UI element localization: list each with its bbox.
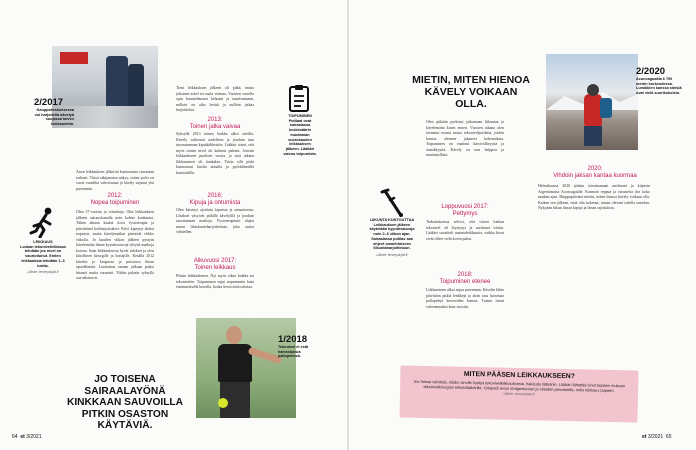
col2-text: Tieni leikkauksen jälkeen oli pitkä, mutta jokainen askel toi uutta voimaa. Vuosien varrella opin kuuntelemaan kehoani ja tunnistamaan, milloin on aika levätä ja milloin jatkaa harjoittelua. xyxy=(176,86,254,112)
text-2016: Olen kärsinyt ajoittain kipuista ja ontumisesta. Lihakset väsyivät pitkillä kävelyillä ja jouduin tauottamaan matkoja. Fysioterapeutti ohjasi minut lihaskuntoharjoitteluun, joka auttoi vähitellen. xyxy=(176,208,254,234)
clipboard-list-icon xyxy=(288,84,310,112)
text-2020: Helmikuussa 2020 pääsin toteuttamaan unelmani ja kiipesin Argentiinassa Aconcagualle. Kannoin reppua ja varusteita itse koko matkan ajan. Huippupäivänä mietin, miten hienoa kävely voikaan olla. Kaiken sen jälkeen, mitä olin kokenut, tunsin olevani todella onnekas. Nykyään liikun ilman kipuja ja ilman rajoituksia. xyxy=(538,184,650,210)
heading-2018: 2018: Toipuminen etenee xyxy=(439,272,491,285)
heading-2020: 2020: Vihdoin jaksan kantaa kuormaa xyxy=(553,166,637,179)
infobox-title: MITEN PÄÄSEN LEIKKAUKSEEN? xyxy=(463,370,575,381)
side3-source: Lähde: terveyskylä.fi xyxy=(376,252,408,257)
text-2017-alku: Pääsin leikkaukseen. Nyt myös oikea lonkka sai tekonivelen. Toipuminen sujui nopeammin kuin ensimmäisellä kerralla, koska tiesin mitä odottaa. xyxy=(176,274,254,289)
issue-left: 3/2021 xyxy=(26,434,42,440)
heading-2013: 2013: Toinen jalka vaivaa xyxy=(189,117,241,130)
heading-2012: 2012: Nopea toipuminen xyxy=(90,193,140,206)
side1-text: Lonkan tekonivelleikkaus tehdään jos nivel on vaurioitunut. Eniten leikkauksia tehdään 1–3 tuntia. xyxy=(20,244,67,268)
side3-title: LIIKUNTA KUNTOUTTAA xyxy=(369,218,415,222)
photo-mountain xyxy=(546,54,638,150)
text-2017-loppu: Tarkastuksessa selvisi, että toisen lonkan tekonivel oli löystynyt ja asettunut väärin. Lääkäri suositteli uusintaleikkausta, vaikka kivut eivät olleet vielä kovin pahat. xyxy=(426,220,504,241)
photo-backpack xyxy=(600,98,612,118)
photo-ball xyxy=(218,398,228,408)
side-info-leikkaus xyxy=(20,240,66,274)
photo3-year: 2/2020 xyxy=(636,66,666,77)
photo1-caption: Kauppakeskuksessa voi harjoitella kävelyä suojassa talven liukkaudelta. xyxy=(34,108,74,126)
intro-text: Anon leikkauksen jälkeistä kuntoutusta seurataan tarkasti. Tässä aikajanassa näkyy, miten polvi on vuosi vuodelta vahvistunut ja kävely sujunut yhä paremmin. xyxy=(76,170,154,191)
page-number-left: 64 xyxy=(12,434,18,440)
heading-2017-loppu: Loppuvuosi 2017: Pettymys xyxy=(441,204,489,217)
mag-name-left: et xyxy=(20,434,25,440)
text-2018: Liikkuminen alkoi sujua paremmin. Kävelin lähes päivittäin pitkiä lenkkejä ja aloin taas harrastaa pallopelejä kavereiden kanssa. Tunsin itseni vahvemmaksi kuin vuosiin. xyxy=(426,288,504,309)
photo2-caption-block xyxy=(278,334,320,359)
heading-2016: 2016: Kipuja ja ontumista xyxy=(189,193,241,206)
photo2-year: 1/2018 xyxy=(278,334,308,345)
infobox-source: Lähde: terveyskylä.fi xyxy=(503,391,535,397)
page-number-right: 65 xyxy=(665,434,672,440)
infobox-text: Jos haluat selvittää, olisiko sinulle hyötyä tekonivelleikkauksesta, hakeudu lääkäriin. Lääkäri lähettää sinut tarpeen mukaan tekonivelkirurgian erikoislääkärille. Ortopedi arvioi röntgenkuvien ja oireiden perusteella, onko leikkaus tarpeen. xyxy=(413,378,625,394)
side1-title: LEIKKAUS xyxy=(33,240,53,244)
heading-2017-alku: Alkuvuosi 2017: Toinen leikkaus xyxy=(193,258,237,271)
photo-climber-head xyxy=(587,84,599,96)
col3-text: Olen pitkään pyrkinyt jatkamaan liikuntaa ja kävelemään kuten ennen. Vuosien aikana olen tavannut monia muita tekonivelpotilaita, joiden kanssa olemme jakaneet kokemuksia. Toipuminen on vaatinut kärsivällisyyttä ja sinnikkyyttä. Kävely on taas helppoa ja nautinnollista. xyxy=(426,120,504,157)
photo-ball-game xyxy=(196,318,296,418)
text-2012: Olen 37-vuotias ja toimittaja. Olin leikkauksen jälkeen sairauslomalla noin kolme kuukautta. Tähän aikaan kuului tiivis fysioterapia ja päivittäiset kotiharjoitukset. Polvi kipeytyi aluksi nopeasti, mutta kävelymatkat pitenivät viikko viikolta. Jo kuuden viikon jälkeen pystyin kävelemään ilman kyynärsauvoja lyhyitä matkoja kotona. Saan leikkauksesta hyvät tulokset ja olen kiitollinen kirurgille ja hoitajille. Kesällä 2012 kävelin jo kaupassa ja puistossa ilman apuvälineitä. Luottamus omaan jalkaan palasi hitaasti mutta varmasti. Töihin palasin syksyllä osa-aikaisesti. xyxy=(76,210,154,280)
pull-quote: JO TOISENA SAIRAALAYÖNÄ KINKKAAN SAUVOILLA PITKIN OSASTON KÄYTÄVIÄ. xyxy=(66,374,184,432)
side2-title: TOIPUMINEN xyxy=(288,114,312,118)
photo3-caption-block xyxy=(636,66,684,95)
photo-player-head xyxy=(226,326,242,344)
photo-climber-legs xyxy=(584,126,602,146)
side1-source: Lähde: terveyskylä.fi xyxy=(27,270,59,275)
infobox xyxy=(399,366,638,423)
walking-person-icon xyxy=(28,206,58,238)
article-title: MIETIN, MITEN HIENOA KÄVELY VOIKAAN OLLA. xyxy=(412,74,530,110)
mag-name-right: et xyxy=(642,434,647,440)
side2-text: Potilaat ovat sairaalassa keskimäärin muutaman vuorokauden leikkauksen jälkeen. Lääkäri valvoo toipumista. xyxy=(283,118,317,156)
side-info-liikunta xyxy=(368,218,416,257)
right-footer xyxy=(642,434,671,440)
left-footer xyxy=(12,434,41,440)
photo2-caption: Tekonivel ei estä harrastuksia pallopelissä. xyxy=(278,345,309,359)
text-2013: Syksyllä 2013 toinen lonkka alkoi oireilla. Kävely vaikeutui uudelleen ja jouduin taas turvautumaan kipulääkkeisiin. Lääkäri totesi, että myös toinen nivel oli kulunut pahasti. Jonotin leikkaukseen puolisen vuotta, ja sinä aikana liikkuminen oli hankalaa. Yritin silti pitää kunnostani huolta uimalla ja pyöräilemällä kuntosalilla. xyxy=(176,132,254,175)
side-info-toipuminen xyxy=(282,114,318,156)
issue-right: 3/2021 xyxy=(647,434,664,440)
crutch-icon xyxy=(378,188,406,218)
photo-player-shirt xyxy=(218,344,252,382)
photo-shop-sign xyxy=(60,52,88,64)
photo1-caption-block xyxy=(34,97,74,126)
photo3-caption: Aconcaguallla 6 700 metrin korkeudessa. Lumikkien kanssa sinisiä ovat vielä suurikokoisia. xyxy=(636,77,682,95)
side3-text: Leikkauksen jälkeen käytetään kyynärsauvoja noin 2–6 viikon ajan. Sairaalassa potilas saa ohjeet omaehtoiseen liikuntaharjoitteluun. xyxy=(369,222,415,251)
page-gutter xyxy=(347,0,349,450)
photo1-year: 2/2017 xyxy=(34,97,64,108)
